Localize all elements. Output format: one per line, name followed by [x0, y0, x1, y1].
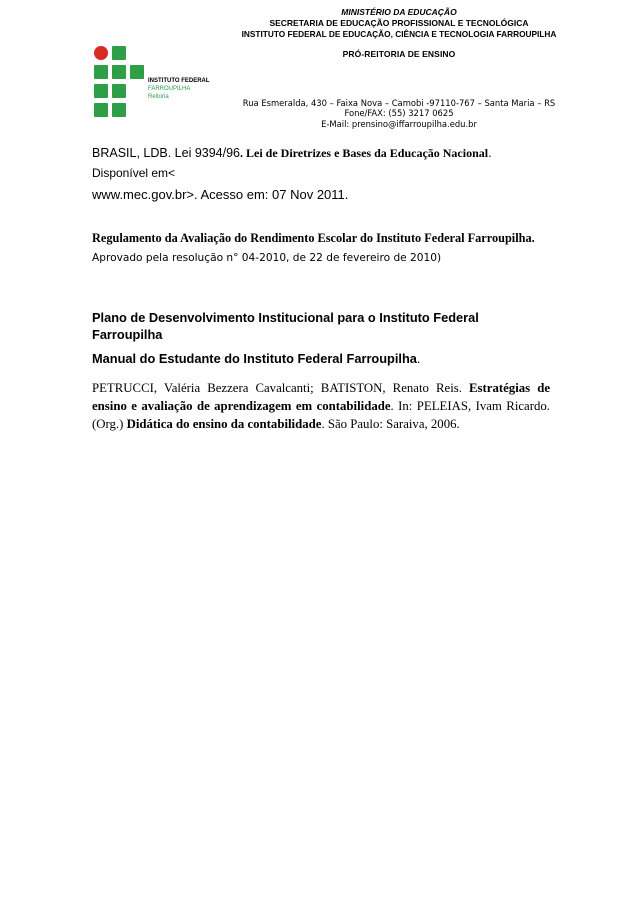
header-ministry: MINISTÉRIO DA EDUCAÇÃO	[341, 7, 457, 17]
logo-mark	[94, 46, 146, 118]
reference-manual-suffix: .	[416, 351, 421, 366]
logo-red-dot	[94, 46, 108, 60]
reference-regulamento-note: Aprovado pela resolução n° 04-2010, de 22 de fevereiro de 2010)	[92, 252, 442, 264]
logo-text	[148, 77, 218, 101]
header-phone: Fone/FAX: (55) 3217 0625	[344, 108, 454, 118]
reference-petrucci	[92, 379, 550, 433]
logo-square	[94, 103, 108, 117]
reference-ldb-available: Disponível em<	[92, 166, 176, 180]
logo-square	[112, 84, 126, 98]
header-email: E-Mail: prensino@iffarroupilha.edu.br	[321, 119, 477, 129]
reference-ldb-title: . Lei de Diretrizes e Bases da Educação Nacional	[240, 146, 489, 160]
reference-ldb-access: www.mec.gov.br>. Acesso em: 07 Nov 2011.	[92, 187, 349, 202]
reference-pdi: Plano de Desenvolvimento Institucional para o Instituto Federal Farroupilha	[92, 310, 479, 342]
reference-manual	[92, 350, 552, 367]
logo-square	[94, 65, 108, 79]
reference-ldb-suffix: .	[488, 146, 492, 160]
logo-square	[130, 65, 144, 79]
reference-ldb-prefix: BRASIL, LDB. Lei 9394/96	[92, 146, 241, 160]
logo-square	[94, 84, 108, 98]
reference-petrucci-authors: PETRUCCI, Valéria Bezzera Cavalcanti; BATISTON, Renato Reis.	[92, 381, 470, 395]
header-address: Rua Esmeralda, 430 – Faixa Nova – Camobi -97110-767 – Santa Maria – RS	[242, 98, 556, 108]
institution-logo	[94, 46, 212, 122]
reference-regulamento	[92, 229, 552, 267]
reference-manual-title: Manual do Estudante do Instituto Federal Farroupilha	[92, 351, 417, 366]
logo-square	[112, 65, 126, 79]
header-pro-reitoria: PRÓ-REITORIA DE ENSINO	[342, 49, 456, 59]
reference-petrucci-title: Estratégias de ensino e avaliação de aprendizagem em contabilidade	[92, 381, 551, 413]
reference-petrucci-middle: . In: PELEIAS, Ivam Ricardo. (Org.)	[92, 399, 550, 431]
logo-square	[112, 46, 126, 60]
logo-line-2: FARROUPILHA	[148, 86, 191, 92]
header-secretaria: SECRETARIA DE EDUCAÇÃO PROFISSIONAL E TECNOLÓGICA	[269, 18, 529, 28]
logo-line-3: Reitoria	[148, 94, 169, 100]
reference-regulamento-title: Regulamento da Avaliação do Rendimento Escolar do Instituto Federal Farroupilha.	[92, 231, 535, 245]
logo-square	[112, 103, 126, 117]
header-instituto: INSTITUTO FEDERAL DE EDUCAÇÃO, CIÊNCIA E TECNOLOGIA FARROUPILHA	[241, 29, 557, 39]
reference-petrucci-book: Didática do ensino da contabilidade	[126, 417, 322, 431]
reference-petrucci-end: . São Paulo: Saraiva, 2006.	[321, 417, 460, 431]
reference-ldb	[92, 145, 552, 162]
logo-line-1: INSTITUTO FEDERAL	[148, 78, 210, 84]
